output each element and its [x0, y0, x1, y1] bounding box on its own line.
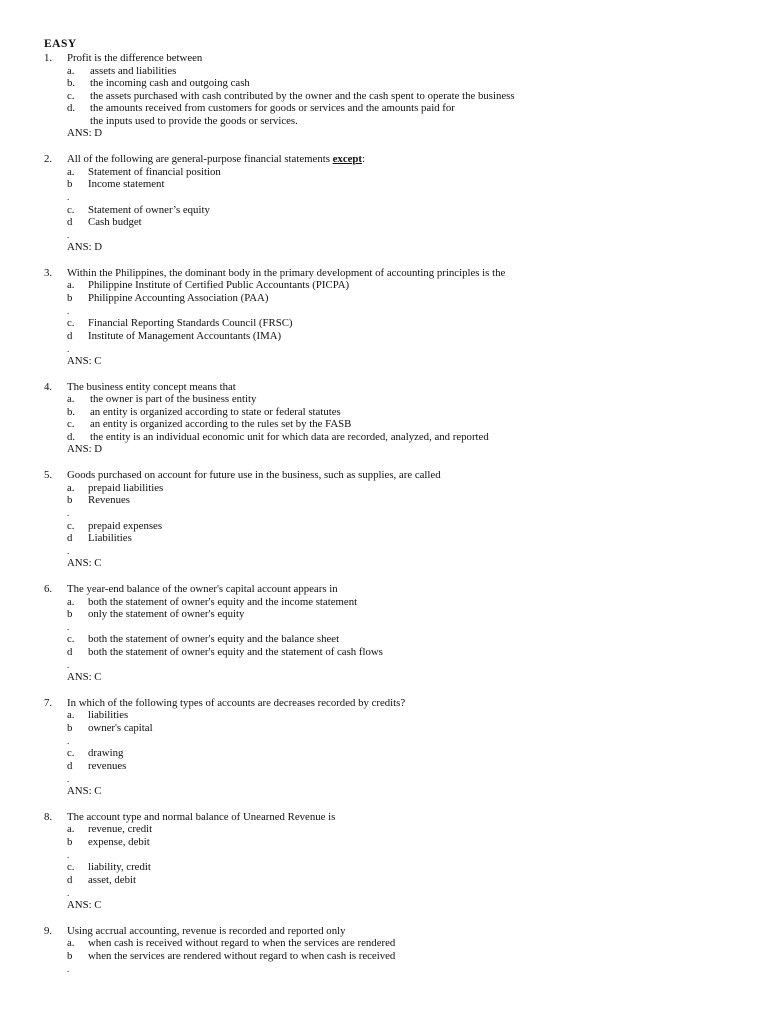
option-text: liability, credit — [88, 861, 151, 873]
option-text: only the statement of owner's equity — [88, 608, 245, 620]
option-text: the assets purchased with cash contributed by the owner and the cash spent to operate the business — [90, 90, 515, 102]
option-letter: d — [67, 532, 73, 544]
stray-dot: . — [67, 622, 70, 632]
option-letter: d — [67, 330, 73, 342]
option-letter: c. — [67, 204, 75, 216]
option-letter: b — [67, 292, 73, 304]
option-text: asset, debit — [88, 874, 136, 886]
question-text-main: All of the following are general-purpose financial statements — [67, 153, 333, 165]
question-number: 4. — [44, 381, 53, 393]
option-text: Liabilities — [88, 532, 132, 544]
option-letter: b — [67, 494, 73, 506]
option-letter: d — [67, 760, 73, 772]
option-text: Statement of financial position — [88, 166, 221, 178]
option-text: Income statement — [88, 178, 165, 190]
option-text: the owner is part of the business entity — [90, 393, 257, 405]
answer: ANS: C — [67, 355, 102, 367]
option-letter: a. — [67, 393, 75, 405]
option-letter: a. — [67, 937, 75, 949]
stray-dot: . — [67, 660, 70, 670]
option-letter: d. — [67, 102, 76, 114]
option-text: Financial Reporting Standards Council (FRSC) — [88, 317, 293, 329]
answer: ANS: C — [67, 557, 102, 569]
option-letter: b. — [67, 406, 76, 418]
option-letter: d — [67, 216, 73, 228]
option-text: an entity is organized according to the rules set by the FASB — [90, 418, 352, 430]
section-heading: EASY — [44, 38, 77, 50]
option-letter: c. — [67, 633, 75, 645]
option-letter: c. — [67, 317, 75, 329]
option-letter: c. — [67, 861, 75, 873]
question-text: In which of the following types of accounts are decreases recorded by credits? — [67, 697, 406, 709]
option-text: prepaid liabilities — [88, 482, 164, 494]
answer: ANS: D — [67, 443, 103, 455]
option-letter: b — [67, 950, 73, 962]
option-letter: c. — [67, 90, 75, 102]
question-number: 7. — [44, 697, 53, 709]
option-continuation: the inputs used to provide the goods or services. — [90, 115, 298, 127]
option-letter: a. — [67, 166, 75, 178]
stray-dot: . — [67, 546, 70, 556]
question-number: 3. — [44, 267, 53, 279]
option-letter: c. — [67, 747, 75, 759]
option-text: revenue, credit — [88, 823, 153, 835]
stray-dot: . — [67, 774, 70, 784]
question-text: The business entity concept means that — [67, 381, 236, 393]
question-text: The account type and normal balance of Unearned Revenue is — [67, 811, 336, 823]
option-text: owner's capital — [88, 722, 153, 734]
answer: ANS: C — [67, 899, 102, 911]
question-text — [67, 153, 365, 166]
stray-dot: . — [67, 230, 70, 240]
stray-dot: . — [67, 736, 70, 746]
option-letter: b — [67, 608, 73, 620]
option-text: when the services are rendered without regard to when cash is received — [88, 950, 396, 962]
question-number: 5. — [44, 469, 53, 481]
option-text: Statement of owner’s equity — [88, 204, 210, 216]
option-text: the amounts received from customers for goods or services and the amounts paid for — [90, 102, 455, 114]
option-letter: d. — [67, 431, 76, 443]
option-text: Institute of Management Accountants (IMA) — [88, 330, 282, 342]
stray-dot: . — [67, 306, 70, 316]
stray-dot: . — [67, 888, 70, 898]
option-letter: d — [67, 874, 73, 886]
option-text: drawing — [88, 747, 124, 759]
option-letter: d — [67, 646, 73, 658]
option-text: Revenues — [88, 494, 130, 506]
option-text: Cash budget — [88, 216, 142, 228]
option-text: assets and liabilities — [90, 65, 177, 77]
answer: ANS: C — [67, 671, 102, 683]
option-text: both the statement of owner's equity and the income statement — [88, 596, 358, 608]
question-number: 9. — [44, 925, 53, 937]
option-letter: a. — [67, 279, 75, 291]
option-letter: a. — [67, 482, 75, 494]
question-text: Goods purchased on account for future use in the business, such as supplies, are called — [67, 469, 441, 481]
option-text: liabilities — [88, 709, 129, 721]
option-text: revenues — [88, 760, 127, 772]
answer: ANS: D — [67, 127, 103, 139]
option-text: both the statement of owner's equity and the balance sheet — [88, 633, 340, 645]
stray-dot: . — [67, 344, 70, 354]
option-text: expense, debit — [88, 836, 150, 848]
question-text: Using accrual accounting, revenue is recorded and reported only — [67, 925, 346, 937]
option-text: an entity is organized according to state or federal statutes — [90, 406, 341, 418]
answer: ANS: D — [67, 241, 103, 253]
option-letter: b — [67, 178, 73, 190]
option-letter: a. — [67, 709, 75, 721]
question-number: 6. — [44, 583, 53, 595]
stray-dot: . — [67, 850, 70, 860]
option-letter: a. — [67, 65, 75, 77]
option-letter: c. — [67, 520, 75, 532]
option-letter: c. — [67, 418, 75, 430]
question-number: 1. — [44, 52, 53, 64]
question-text: Profit is the difference between — [67, 52, 203, 64]
option-letter: a. — [67, 823, 75, 835]
option-letter: a. — [67, 596, 75, 608]
question-text: Within the Philippines, the dominant body in the primary development of accounting principles is the — [67, 267, 506, 279]
option-letter: b — [67, 722, 73, 734]
option-text: prepaid expenses — [88, 520, 163, 532]
answer: ANS: C — [67, 785, 102, 797]
question-text: The year-end balance of the owner's capital account appears in — [67, 583, 338, 595]
question-number: 2. — [44, 153, 53, 165]
question-text-end: : — [362, 153, 366, 165]
stray-dot: . — [67, 964, 70, 974]
option-text: when cash is received without regard to when the services are rendered — [88, 937, 396, 949]
option-text: Philippine Accounting Association (PAA) — [88, 292, 269, 304]
option-text: the incoming cash and outgoing cash — [90, 77, 250, 89]
stray-dot: . — [67, 192, 70, 202]
emphasis-except: except — [332, 153, 363, 165]
option-letter: b. — [67, 77, 76, 89]
stray-dot: . — [67, 508, 70, 518]
option-letter: b — [67, 836, 73, 848]
option-text: Philippine Institute of Certified Public Accountants (PICPA) — [88, 279, 350, 291]
option-text: both the statement of owner's equity and the statement of cash flows — [88, 646, 383, 658]
option-text: the entity is an individual economic unit for which data are recorded, analyzed, and reported — [90, 431, 489, 443]
question-number: 8. — [44, 811, 53, 823]
